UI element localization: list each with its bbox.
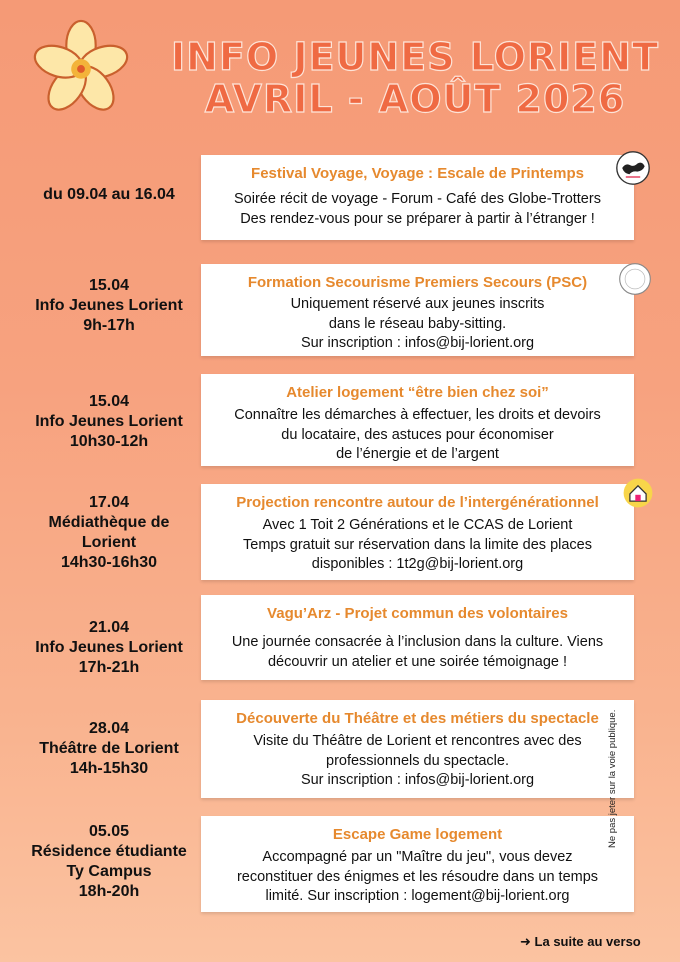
event-3-desc-line: Connaître les démarches à effectuer, les droits et devoirs (234, 407, 601, 423)
event-1-desc-line: Des rendez-vous pour se préparer à partir à l’étranger ! (240, 210, 595, 227)
event-3-desc-line: de l’énergie et de l’argent (336, 446, 499, 462)
event-4-when (18, 487, 200, 579)
event-7-desc-line: reconstituer des énigmes et les résoudre dans un temps (236, 868, 599, 885)
event-6-card (201, 700, 634, 798)
event-3-time: 10h30-12h (69, 433, 149, 450)
event-4-place: Lorient (81, 534, 137, 551)
voyage-voyage-logo-icon (615, 150, 651, 186)
event-3-date: 15.04 (88, 393, 130, 410)
event-3-card (201, 374, 634, 466)
event-6-desc-line: professionnels du spectacle. (326, 752, 509, 769)
event-5-desc-line: découvrir un atelier et une soirée témoignage ! (267, 653, 568, 670)
event-5-when (18, 618, 200, 678)
event-4-desc-line: disponibles : 1t2g@bij-lorient.org (311, 556, 524, 572)
event-2-desc-line: dans le réseau baby-sitting. (328, 315, 507, 332)
footer-link[interactable] (520, 934, 641, 950)
event-4-desc-line: Temps gratuit sur réservation dans la limite des places (243, 536, 592, 553)
event-5-date: 21.04 (88, 619, 130, 636)
page-title (170, 36, 660, 120)
event-4-desc-line: Avec 1 Toit 2 Générations et le CCAS de Lorient (262, 517, 573, 533)
event-4-title: Projection rencontre autour de l’intergénérationnel (236, 494, 599, 511)
side-note: Ne pas jeter sur la voie publique. (607, 709, 618, 848)
event-2-desc-line: Sur inscription : infos@bij-lorient.org (300, 335, 535, 351)
event-6-date: 28.04 (88, 720, 130, 737)
title-line-2: AVRIL - AOÛT 2026 (204, 77, 626, 121)
event-7-desc-line: limité. Sur inscription : logement@bij-lorient.org (265, 888, 570, 904)
event-5-card (201, 595, 634, 680)
event-4-date: 17.04 (88, 494, 130, 511)
event-2-when (18, 270, 200, 342)
house-logo-icon (620, 475, 656, 511)
event-5-desc-line: Une journée consacrée à l’inclusion dans la culture. Viens (231, 634, 604, 650)
event-7-when (18, 820, 200, 904)
event-1-desc-line: Soirée récit de voyage - Forum - Café des Globe-Trotters (234, 191, 601, 207)
first-aid-badge-icon (617, 261, 653, 297)
frangipani-flower-icon (32, 18, 130, 116)
event-7-date: 05.05 (88, 823, 130, 840)
event-7-time: 18h-20h (78, 883, 140, 900)
event-3-title: Atelier logement “être bien chez soi” (286, 384, 549, 401)
event-3-place: Info Jeunes Lorient (35, 413, 183, 430)
event-4-time: 14h30-16h30 (60, 554, 158, 571)
event-3-when (18, 386, 200, 458)
event-5-place: Info Jeunes Lorient (35, 639, 183, 656)
event-1-title: Festival Voyage, Voyage : Escale de Printemps (251, 165, 584, 182)
event-7-desc-line: Accompagné par un "Maître du jeu", vous devez (262, 849, 573, 865)
event-2-desc-line: Uniquement réservé aux jeunes inscrits (290, 296, 545, 312)
event-6-place: Théâtre de Lorient (39, 740, 179, 757)
event-6-desc-line: Visite du Théâtre de Lorient et rencontres avec des (253, 733, 582, 749)
footer-label: La suite au verso (534, 934, 641, 949)
event-6-title: Découverte du Théâtre et des métiers du spectacle (236, 710, 599, 727)
event-6-when (18, 713, 200, 785)
event-7-place: Ty Campus (66, 863, 152, 880)
event-2-title: Formation Secourisme Premiers Secours (PSC) (247, 274, 588, 291)
event-4-place: Médiathèque de (48, 514, 170, 531)
event-3-desc-line: du locataire, des astuces pour économiser (281, 426, 554, 443)
arrow-right-icon: ➜ (520, 934, 531, 949)
event-6-time: 14h-15h30 (69, 760, 149, 777)
event-5-title: Vagu’Arz - Projet commun des volontaires (267, 605, 568, 622)
event-2-card (201, 264, 634, 356)
event-7-place: Résidence étudiante (31, 843, 187, 860)
title-line-1: INFO JEUNES LORIENT (171, 35, 659, 79)
event-5-time: 17h-21h (78, 659, 140, 676)
event-1-when (18, 155, 200, 235)
event-1-date: du 09.04 au 16.04 (43, 186, 175, 203)
event-6-desc-line: Sur inscription : infos@bij-lorient.org (300, 772, 535, 788)
event-2-date: 15.04 (88, 277, 130, 294)
event-2-time: 9h-17h (83, 317, 135, 334)
event-7-card (201, 816, 634, 912)
event-1-card (201, 155, 634, 240)
event-4-card (201, 484, 634, 580)
event-2-place: Info Jeunes Lorient (35, 297, 183, 314)
event-7-title: Escape Game logement (332, 826, 503, 843)
